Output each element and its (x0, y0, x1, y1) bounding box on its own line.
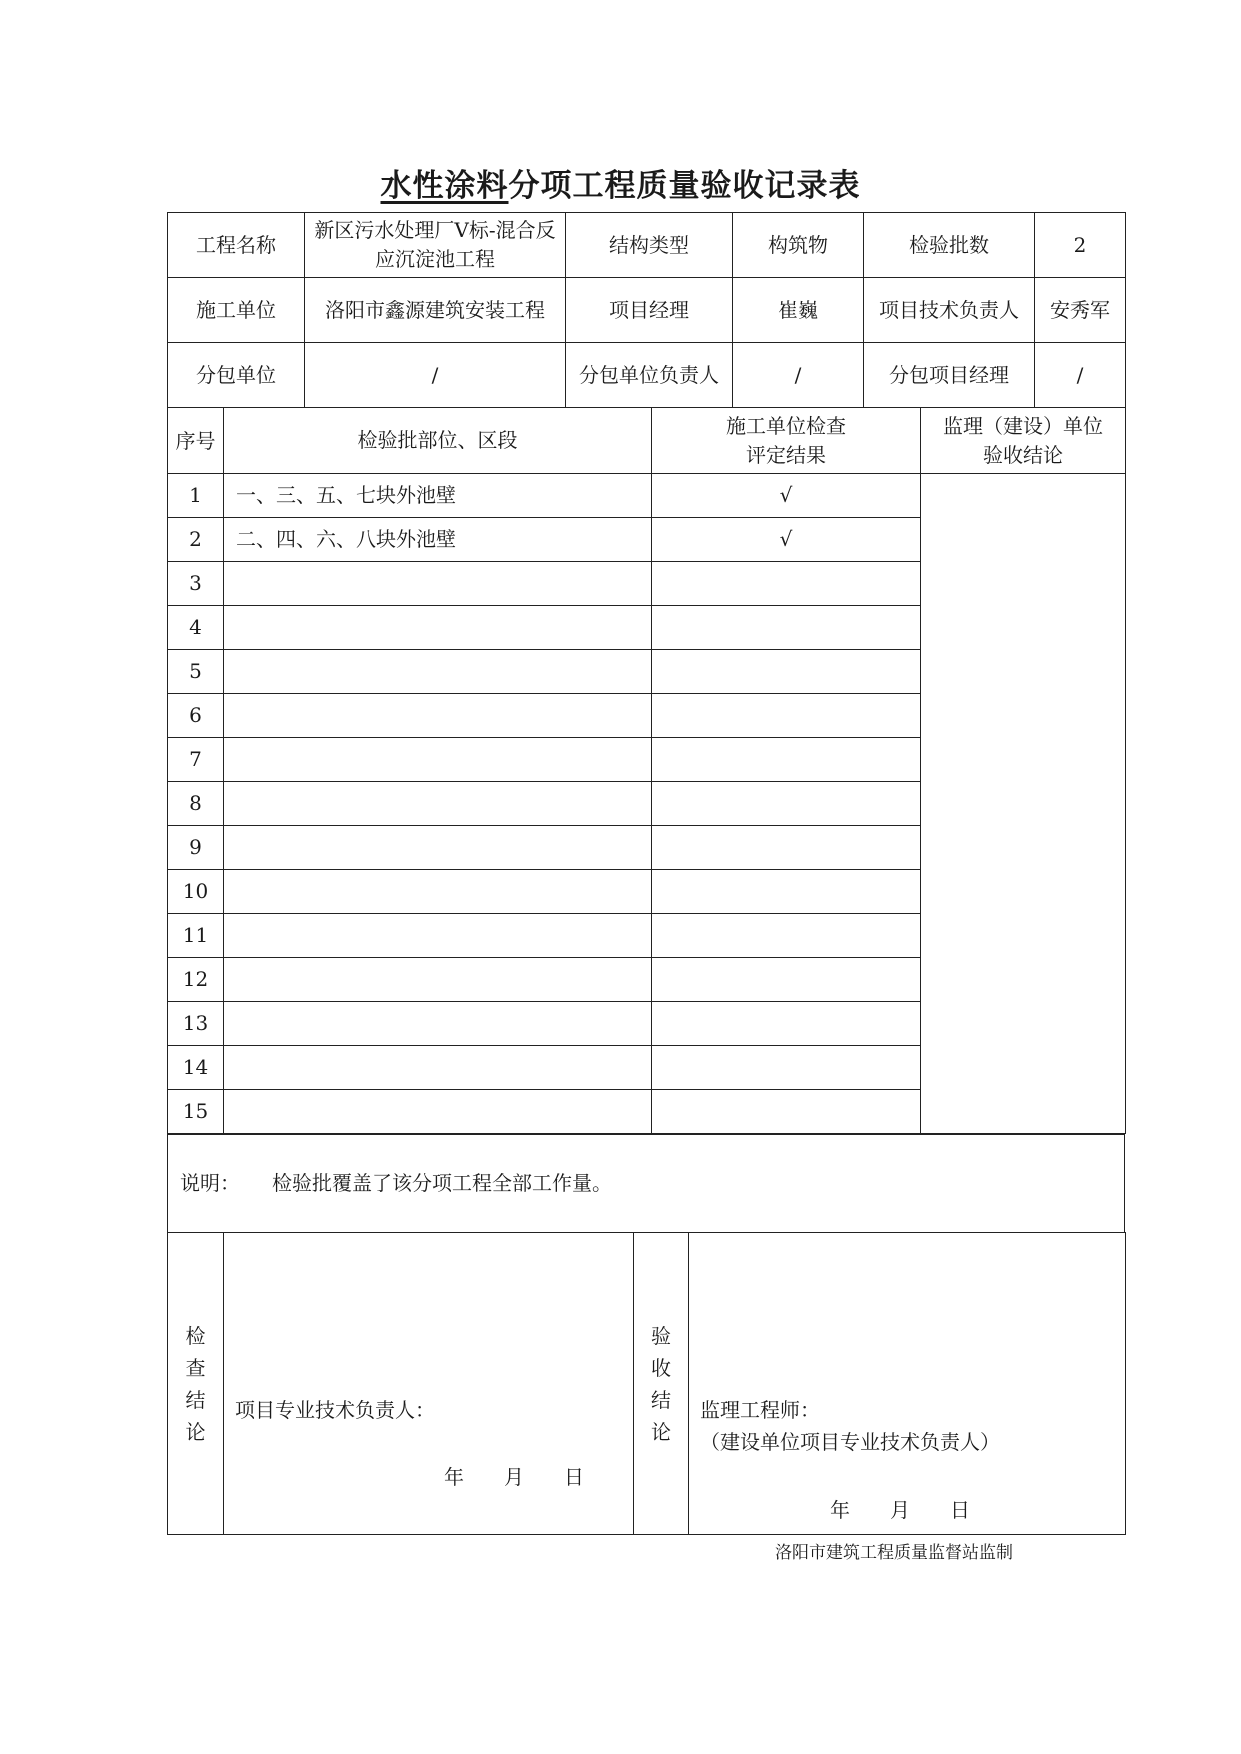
title-underlined: 水性涂料 (380, 168, 509, 204)
subcontractor-label: 分包单位 (168, 343, 305, 408)
header-row-subcontractor (168, 343, 1126, 408)
check-conclusion-title: 检查结论 (168, 1233, 224, 1535)
row-part (224, 870, 652, 914)
row-result (652, 606, 921, 650)
subcontractor-value: / (305, 343, 566, 408)
batch-count-label: 检验批数 (864, 213, 1035, 278)
row-part (224, 694, 652, 738)
row-result (652, 562, 921, 606)
col-seq-header: 序号 (168, 408, 224, 474)
row-number: 8 (168, 782, 224, 826)
row-result (652, 650, 921, 694)
project-name-label: 工程名称 (168, 213, 305, 278)
accept-date: 年 月 日 (830, 1498, 970, 1522)
col-check-line2: 评定结果 (746, 442, 826, 467)
structure-type-label: 结构类型 (566, 213, 733, 278)
col-accept-header (921, 408, 1126, 474)
check-person-label: 项目专业技术负责人： (235, 1398, 435, 1422)
row-number: 15 (168, 1090, 224, 1134)
sub-manager-label: 分包项目经理 (864, 343, 1035, 408)
note-label: 说明： (180, 1171, 240, 1195)
tech-lead-value: 安秀军 (1035, 278, 1126, 343)
row-number: 5 (168, 650, 224, 694)
row-number: 2 (168, 518, 224, 562)
batch-header-row (168, 408, 1126, 474)
row-number: 4 (168, 606, 224, 650)
row-number: 3 (168, 562, 224, 606)
row-result (652, 738, 921, 782)
row-result (652, 1090, 921, 1134)
row-part (224, 958, 652, 1002)
row-number: 6 (168, 694, 224, 738)
col-check-line1: 施工单位检查 (726, 413, 846, 438)
row-part (224, 606, 652, 650)
row-part (224, 1002, 652, 1046)
accept-conclusion-body (689, 1233, 1126, 1535)
contractor-label: 施工单位 (168, 278, 305, 343)
row-number: 11 (168, 914, 224, 958)
contractor-value: 洛阳市鑫源建筑安装工程 (305, 278, 566, 343)
row-number: 1 (168, 474, 224, 518)
title-rest: 分项工程质量验收记录表 (508, 168, 861, 204)
row-result (652, 694, 921, 738)
sub-manager-value: / (1035, 343, 1126, 408)
note-table (167, 1134, 1125, 1233)
conclusion-table (167, 1232, 1126, 1535)
row-part (224, 738, 652, 782)
acceptance-conclusion-cell (921, 474, 1126, 1134)
header-row-project (168, 213, 1126, 278)
row-part (224, 650, 652, 694)
row-result (652, 826, 921, 870)
row-number: 12 (168, 958, 224, 1002)
table-row (168, 474, 1126, 518)
page-title (0, 160, 1241, 205)
row-number: 10 (168, 870, 224, 914)
row-result (652, 870, 921, 914)
col-check-header (652, 408, 921, 474)
footer-issuer: 洛阳市建筑工程质量监督站监制 (775, 1543, 1013, 1563)
row-number: 7 (168, 738, 224, 782)
row-part: 二、四、六、八块外池壁 (224, 518, 652, 562)
sub-lead-value: / (733, 343, 864, 408)
header-table (167, 212, 1126, 408)
row-result (652, 1046, 921, 1090)
batch-count-value: 2 (1035, 213, 1126, 278)
structure-type-value: 构筑物 (733, 213, 864, 278)
sub-lead-label: 分包单位负责人 (566, 343, 733, 408)
row-part (224, 562, 652, 606)
row-number: 13 (168, 1002, 224, 1046)
col-accept-line1: 监理（建设）单位 (943, 413, 1103, 438)
row-result (652, 782, 921, 826)
row-part (224, 826, 652, 870)
row-part (224, 782, 652, 826)
header-row-contractor (168, 278, 1126, 343)
row-part: 一、三、五、七块外池壁 (224, 474, 652, 518)
row-result: √ (652, 518, 921, 562)
tech-lead-label: 项目技术负责人 (864, 278, 1035, 343)
row-part (224, 914, 652, 958)
row-result (652, 1002, 921, 1046)
check-date: 年 月 日 (444, 1465, 584, 1489)
row-part (224, 1090, 652, 1134)
accept-person-label: 监理工程师： (700, 1398, 820, 1422)
row-number: 9 (168, 826, 224, 870)
accept-conclusion-title: 验收结论 (634, 1233, 689, 1535)
row-part (224, 1046, 652, 1090)
col-part-header: 检验批部位、区段 (224, 408, 652, 474)
row-result: √ (652, 474, 921, 518)
batch-table (167, 407, 1126, 1134)
row-number: 14 (168, 1046, 224, 1090)
note-cell (168, 1135, 1125, 1233)
project-manager-label: 项目经理 (566, 278, 733, 343)
project-name-value: 新区污水处理厂Ⅴ标-混合反应沉淀池工程 (305, 213, 566, 278)
col-accept-line2: 验收结论 (983, 442, 1063, 467)
accept-person-label-2: （建设单位项目专业技术负责人） (700, 1430, 1000, 1454)
row-result (652, 958, 921, 1002)
row-result (652, 914, 921, 958)
project-manager-value: 崔巍 (733, 278, 864, 343)
note-text: 检验批覆盖了该分项工程全部工作量。 (272, 1171, 612, 1195)
